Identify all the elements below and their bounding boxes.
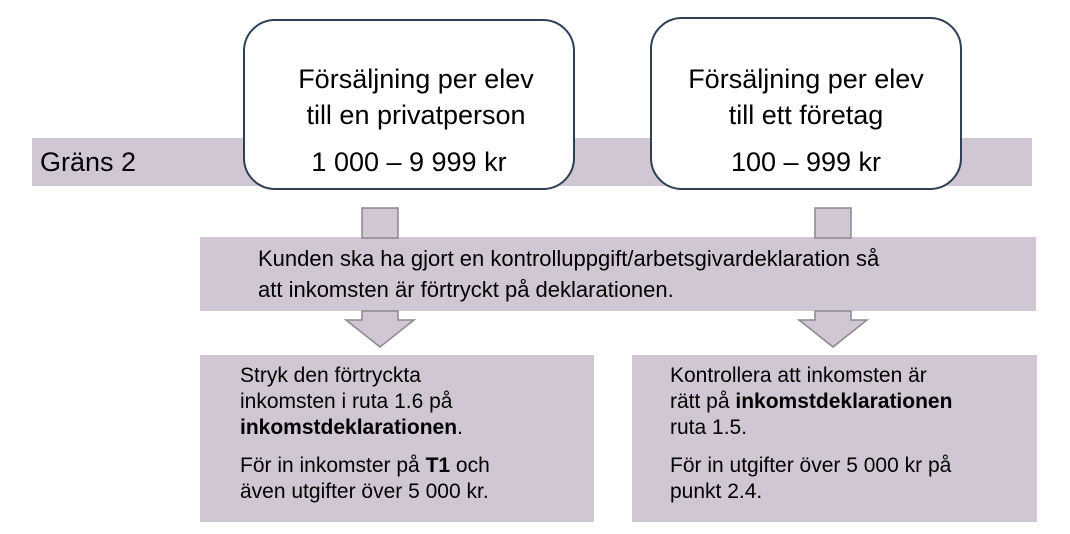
private-instr-p1: Stryk den förtryckta inkomsten i ruta 1.6 på inkomstdeklarationen. bbox=[240, 364, 463, 439]
private-instr-bold: inkomstdeklarationen bbox=[240, 416, 458, 439]
company-amount: 100 – 999 kr bbox=[730, 147, 882, 177]
requirement-line2: att inkomsten är förtryckt på deklarationen. bbox=[258, 277, 674, 302]
company-instructions bbox=[632, 355, 1037, 522]
band-label: Gräns 2 bbox=[40, 147, 137, 177]
upper-left-arrow bbox=[362, 208, 398, 238]
upper-right-arrow bbox=[815, 208, 851, 238]
private-person-instructions bbox=[200, 355, 594, 522]
company-instr-p1: Kontrollera att inkomsten är rätt på inkomstdeklarationen ruta 1.5. bbox=[670, 364, 953, 439]
private-person-amount: 1 000 – 9 999 kr bbox=[311, 147, 507, 177]
requirement-text bbox=[258, 243, 1028, 305]
company-instr-p2: För in utgifter över 5 000 kr på punkt 2.4. bbox=[670, 454, 952, 503]
company-instr-bold: inkomstdeklarationen bbox=[735, 390, 953, 413]
company-title-line1: Försäljning per elev bbox=[688, 64, 924, 94]
private-instr-p2: För in inkomster på T1 och även utgifter över 5 000 kr. bbox=[240, 454, 490, 503]
lower-left-arrow bbox=[346, 311, 414, 347]
lower-right-arrow bbox=[799, 311, 867, 347]
private-person-title-line2: till en privatperson bbox=[306, 100, 526, 130]
private-person-title-line1: Försäljning per elev bbox=[298, 64, 534, 94]
company-title-line2: till ett företag bbox=[728, 100, 884, 130]
t1-bold: T1 bbox=[425, 454, 451, 477]
requirement-line1: Kunden ska ha gjort en kontrolluppgift/arbetsgivardeklaration så bbox=[258, 246, 880, 271]
